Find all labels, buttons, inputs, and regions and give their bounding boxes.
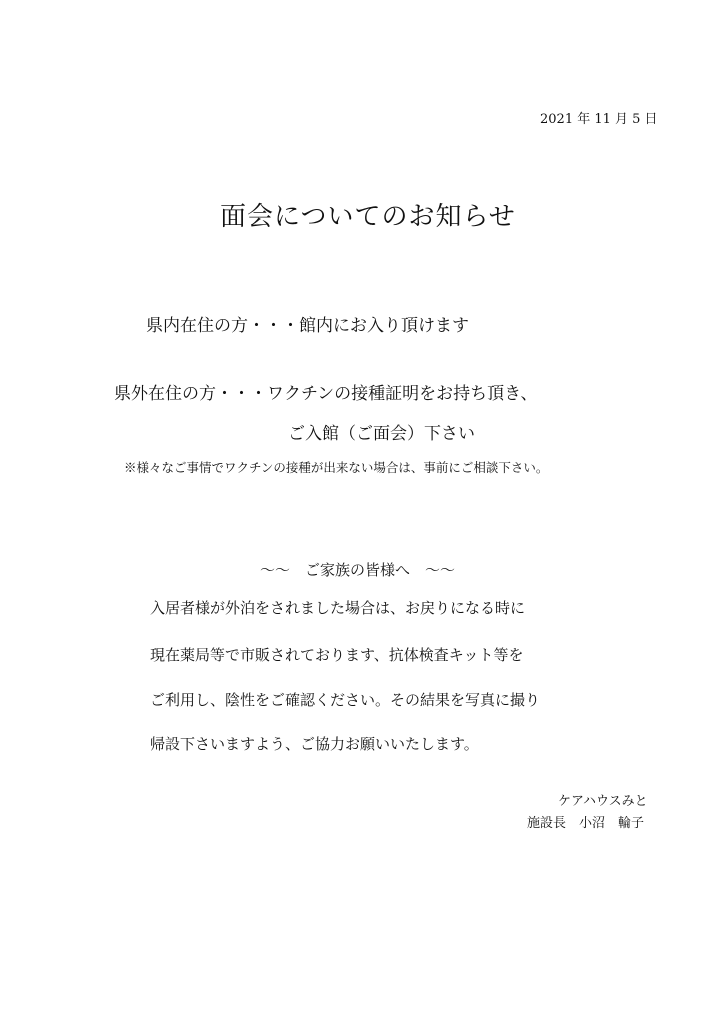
family-body-line: 帰設下さいますよう、ご協力お願いいたします。 — [150, 735, 479, 753]
out-prefecture-notice-line1: 県外在住の方・・・ワクチンの接種証明をお持ち頂き、 — [114, 384, 538, 404]
notice-date: 2021 年 11 月 5 日 — [540, 112, 658, 127]
family-section-heading: ～～ ご家族の皆様へ ～～ — [260, 561, 456, 579]
consultation-note: ※様々なご事情でワクチンの接種が出来ない場合は、事前にご相談下さい。 — [124, 460, 549, 475]
family-body-line: ご利用し、陰性をご確認ください。その結果を写真に撮り — [150, 691, 541, 709]
out-prefecture-notice-line2: ご入館（ご面会）下さい — [288, 424, 475, 444]
signature-person: 施設長 小沼 輪子 — [527, 816, 645, 831]
in-prefecture-notice: 県内在住の方・・・館内にお入り頂けます — [146, 316, 469, 336]
family-body-line: 入居者様が外泊をされました場合は、お戻りになる時に — [150, 599, 526, 617]
signature-organization: ケアハウスみと — [558, 794, 648, 809]
notice-title: 面会についてのお知らせ — [220, 202, 516, 232]
family-body-line: 現在薬局等で市販されております、抗体検査キット等を — [150, 646, 524, 664]
